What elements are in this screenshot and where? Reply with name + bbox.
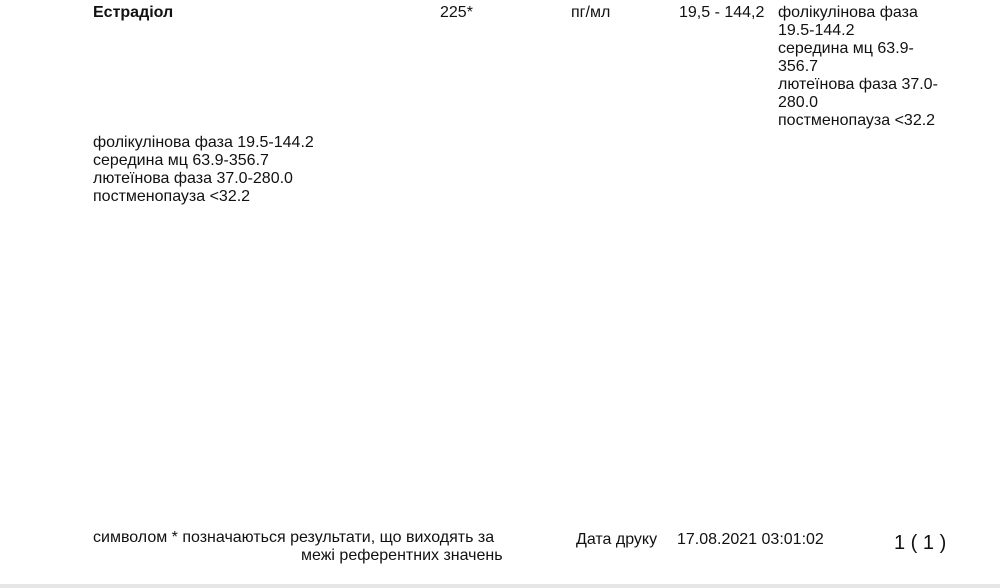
comment-line: фолікулінова фаза 19.5-144.2 — [93, 134, 314, 151]
test-name: Естрадіол — [93, 4, 174, 21]
footer-note-line: межі референтних значень — [301, 547, 503, 564]
comment-line: середина мц 63.9-356.7 — [93, 152, 269, 169]
print-date-value: 17.08.2021 03:01:02 — [677, 531, 824, 548]
footer-note — [93, 529, 503, 565]
result-value: 225* — [440, 4, 473, 21]
page-number: 1 ( 1 ) — [894, 532, 947, 554]
reference-note-line: лютеїнова фаза 37.0- — [778, 76, 938, 93]
comment-line: постменопауза <32.2 — [93, 188, 251, 205]
page-bottom-edge — [0, 584, 1000, 588]
comment-line: лютеїнова фаза 37.0-280.0 — [93, 170, 293, 187]
reference-note-line: 280.0 — [778, 94, 819, 111]
reference-note-line: фолікулінова фаза — [778, 4, 918, 21]
reference-range: 19,5 - 144,2 — [679, 4, 765, 21]
reference-note-line: постменопауза <32.2 — [778, 112, 936, 129]
reference-note-line: середина мц 63.9- — [778, 40, 914, 57]
footer-note-line: символом * позначаються результати, що виходять за — [93, 529, 495, 546]
reference-note-line: 19.5-144.2 — [778, 22, 855, 39]
comment-block — [93, 134, 314, 206]
result-unit: пг/мл — [571, 4, 611, 21]
print-date-label: Дата друку — [576, 531, 658, 548]
reference-note-line: 356.7 — [778, 58, 819, 75]
reference-notes — [778, 4, 938, 130]
